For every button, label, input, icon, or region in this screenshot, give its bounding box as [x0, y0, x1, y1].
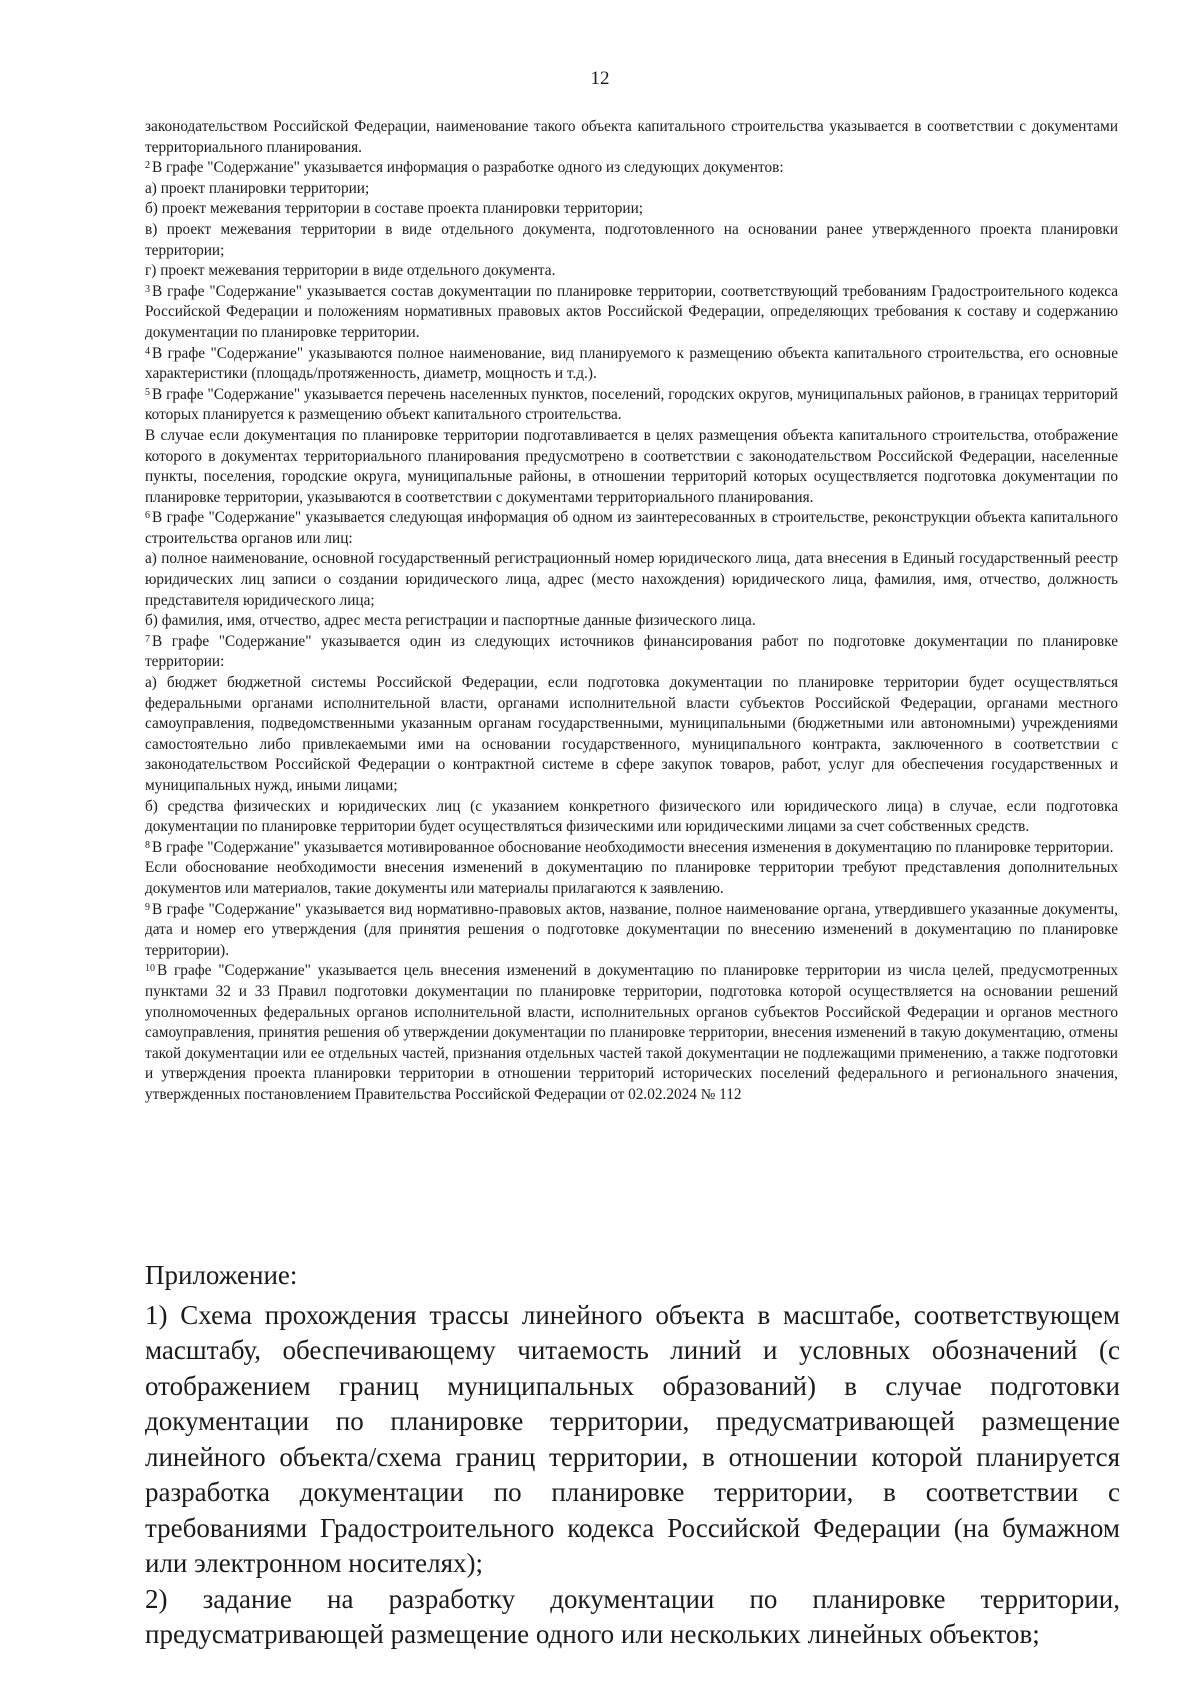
paragraph-text: б) проект межевания территории в составе проекта планировки территории;	[145, 200, 644, 218]
paragraph-text: а) бюджет бюджетной системы Российской Федерации, если подготовка документации по планировке территории будет осуществляться федеральными органами исполнительной власти, органами исполнительной власти субъектов Российской Федерации, органами местного самоуправления, подведомственными указанным органам государственными, муниципальными (бюджетными или автономными) учреждениями самостоятельно либо привлекаемыми ими на основании государственного, муниципального контракта, заключенного в соответствии с законодательством Российской Федерации о контрактной системе в сфере закупок товаров, работ, услуг для обеспечения государственных и муниципальных нужд, иными лицами;	[145, 674, 1118, 794]
footnote-paragraph	[145, 220, 1118, 261]
footnote-paragraph	[145, 632, 1118, 673]
footnote-marker: 7	[145, 633, 150, 645]
paragraph-text: В графе "Содержание" указывается один из следующих источников финансирования работ по подготовке документации по планировке территории:	[145, 632, 1118, 671]
footnote-marker: 2	[145, 160, 150, 172]
footnote-paragraph	[145, 117, 1118, 158]
footnote-paragraph	[145, 797, 1118, 838]
paragraph-text: Если обоснование необходимости внесения изменений в документацию по планировке территории требуют представления дополнительных документов или материалов, такие документы или материалы прилагаются к заявлению.	[145, 859, 1118, 897]
footnote-paragraph	[145, 199, 1118, 220]
paragraph-text: В графе "Содержание" указывается перечень населенных пунктов, поселений, городских округов, муниципальных районов, в границах территорий которых планируется к размещению объект капитального строительства.	[145, 385, 1118, 424]
paragraph-text: г) проект межевания территории в виде отдельного документа.	[145, 262, 556, 280]
paragraph-text: б) фамилия, имя, отчество, адрес места регистрации и паспортные данные физического лица.	[145, 612, 756, 630]
appendix-section	[145, 1258, 1120, 1653]
appendix-item: 1) Схема прохождения трассы линейного объекта в масштабе, соответствующем масштабу, обеспечивающему читаемость линий и условных обозначений (с отображением границ муниципальных образований) в случае подготовки документации по планировке территории, предусматривающей размещение линейного объекта/схема границ территории, в отношении которой планируется разработка документации по планировке территории, в соответствии с требованиями Градостроительного кодекса Российской Федерации (на бумажном или электронном носителях);	[145, 1299, 1120, 1578]
appendix-item: 2) задание на разработку документации по планировке территории, предусматривающей размещение одного или нескольких линейных объектов;	[145, 1583, 1120, 1649]
footnote-marker: 5	[145, 386, 150, 398]
footnote-paragraph	[145, 344, 1118, 385]
footnote-paragraph	[145, 158, 1118, 179]
paragraph-text: В графе "Содержание" указывается вид нормативно-правовых актов, название, полное наименование органа, утвердившего указанные документы, дата и номер его утверждения (для принятия решения о подготовке документации по внесению изменений в документацию по планировке территории).	[145, 900, 1118, 959]
paragraph-text: а) проект планировки территории;	[145, 179, 370, 197]
footnote-paragraph	[145, 858, 1118, 899]
paragraph-text: В графе "Содержание" указывается мотивированное обоснование необходимости внесения изменения в документацию по планировке территории.	[152, 838, 1114, 856]
paragraph-text: в) проект межевания территории в виде отдельного документа, подготовленного на основании ранее утвержденного проекта планировки территории;	[145, 220, 1118, 259]
footnote-paragraph	[145, 900, 1118, 962]
footnote-marker: 4	[145, 345, 150, 357]
paragraph-text: В графе "Содержание" указывается состав документации по планировке территории, соответствующий требованиям Градостроительного кодекса Российской Федерации и положениям нормативных правовых актов Российской Федерации, определяющих требования к составу и содержанию документации по планировке территории.	[145, 282, 1118, 341]
footnote-paragraph	[145, 426, 1118, 508]
paragraph-text: В графе "Содержание" указываются полное наименование, вид планируемого к размещению объекта капитального строительства, его основные характеристики (площадь/протяженность, диаметр, мощность и т.д.).	[145, 344, 1118, 383]
appendix-heading: Приложение:	[145, 1260, 298, 1290]
footnote-paragraph	[145, 282, 1118, 344]
paragraph-text: В случае если документация по планировке территории подготавливается в целях размещения объекта капитального строительства, отображение которого в документах территориального планирования предусмотрено в соответствии с законодательством Российской Федерации, населенные пункты, поселения, городские округа, муниципальные районы, в отношении территорий которых осуществляется подготовка документации по планировке территории, указываются в соответствии с документами территориального планирования.	[145, 426, 1118, 506]
footnote-paragraph	[145, 508, 1118, 549]
paragraph-text: В графе "Содержание" указывается следующая информация об одном из заинтересованных в строительстве, реконструкции объекта капитального строительства органов или лиц:	[145, 509, 1118, 547]
paragraph-text: а) полное наименование, основной государственный регистрационный номер юридического лица, дата внесения в Единый государственный реестр юридических лиц записи о создании юридического лица, адрес (место нахождения) юридического лица, фамилия, имя, отчество, должность представителя юридического лица;	[145, 550, 1118, 609]
footnote-marker: 8	[145, 839, 150, 851]
paragraph-text: законодательством Российской Федерации, наименование такого объекта капитального строительства указывается в соответствии с документами территориального планирования.	[145, 118, 1118, 156]
footnote-marker: 6	[145, 510, 150, 522]
page-number: 12	[590, 68, 610, 89]
footnote-paragraph	[145, 611, 1118, 632]
paragraph-text: б) средства физических и юридических лиц (с указанием конкретного физического или юридического лица) в случае, если подготовка документации по планировке территории будет осуществляться физическими или юридическими лицами за счет собственных средств.	[145, 797, 1118, 836]
footnotes-block	[145, 117, 1118, 1106]
footnote-paragraph	[145, 838, 1118, 859]
footnote-paragraph	[145, 261, 1118, 282]
paragraph-text: В графе "Содержание" указывается цель внесения изменений в документацию по планировке территории из числа целей, предусмотренных пунктами 32 и 33 Правил подготовки документации по планировке территории, подготовка которой осуществляется на основании решений уполномоченных федеральных органов исполнительной власти, исполнительных органов субъектов Российской Федерации и органов местного самоуправления, принятия решения об утверждении документации по планировке территории, внесения изменений в такую документацию, отмены такой документации или ее отдельных частей, признания отдельных частей такой документации не подлежащими применению, а также подготовки и утверждения проекта планировки территории в отношении территорий исторических поселений федерального и регионального значения, утвержденных постановлением Правительства Российской Федерации от 02.02.2024 № 112	[145, 962, 1118, 1103]
footnote-marker: 10	[145, 963, 155, 975]
footnote-paragraph	[145, 179, 1118, 200]
footnote-paragraph	[145, 549, 1118, 611]
footnote-paragraph	[145, 673, 1118, 797]
footnote-marker: 9	[145, 901, 150, 913]
footnote-paragraph	[145, 385, 1118, 426]
paragraph-text: В графе "Содержание" указывается информация о разработке одного из следующих документов:	[152, 159, 784, 177]
footnote-marker: 3	[145, 283, 150, 295]
footnote-paragraph	[145, 961, 1118, 1105]
